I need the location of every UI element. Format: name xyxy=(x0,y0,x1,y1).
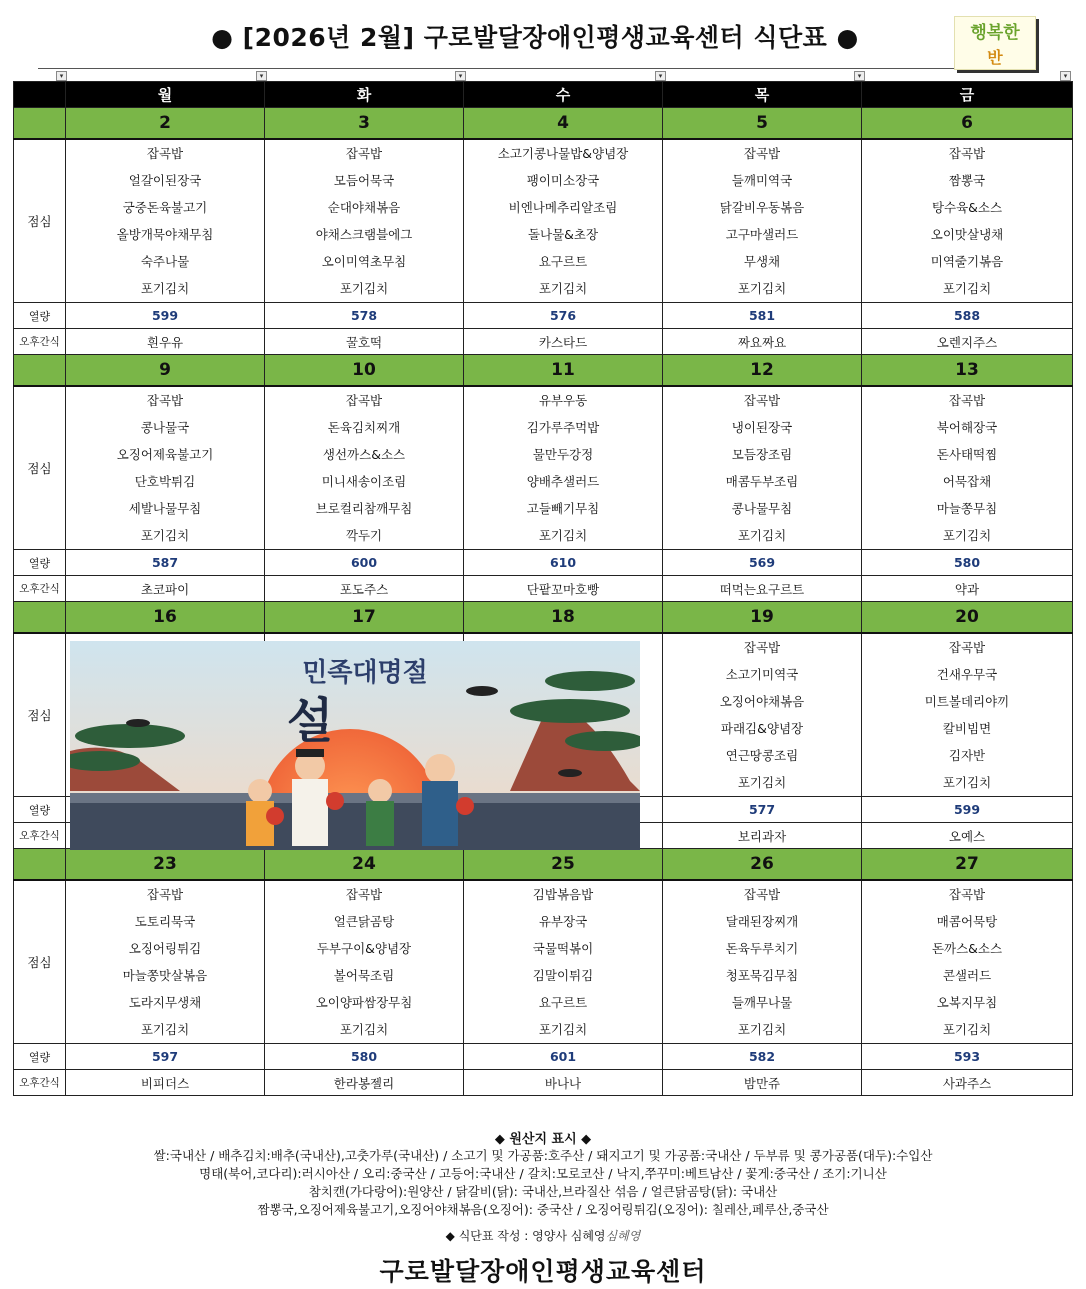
menu-item: 돈사태떡찜 xyxy=(936,447,998,462)
menu-item: 요구르트 xyxy=(538,995,588,1010)
menu-item: 김말이튀김 xyxy=(532,968,594,983)
day-header: 월 xyxy=(66,82,265,108)
date-cell: 5 xyxy=(663,108,862,140)
snack-value: 단팥꼬마호빵 xyxy=(464,576,663,602)
day-header: 금 xyxy=(862,82,1073,108)
menu-item: 돈까스&소스 xyxy=(931,941,1003,956)
snack-value: 바나나 xyxy=(464,1070,663,1096)
origin-line: 명태(북어,코다리):러시아산 / 오리:중국산 / 고등어:국내산 / 갈치:모로코산 / 낙지,쭈꾸미:베트남산 / 꽃게:중국산 / 조기:기니산 xyxy=(199,1166,887,1181)
menu-item: 포기김치 xyxy=(538,1022,588,1037)
snack-value: 카스타드 xyxy=(464,329,663,355)
snack-label: 오후간식 xyxy=(14,823,66,849)
author-text: ◆ 식단표 작성 : 영양사 심혜영 xyxy=(445,1229,606,1243)
menu-item: 소고기콩나물밥&양념장 xyxy=(497,146,629,161)
date-cell: 12 xyxy=(663,355,862,387)
menu-item: 모듬장조림 xyxy=(731,447,793,462)
menu-item: 김밥볶음밥 xyxy=(532,887,594,902)
menu-item: 포기김치 xyxy=(942,281,992,296)
lunch-menu-cell xyxy=(862,880,1073,1044)
calories-value: 587 xyxy=(66,550,265,576)
calories-value: 578 xyxy=(265,303,464,329)
date-cell: 9 xyxy=(66,355,265,387)
menu-item: 오징어제육불고기 xyxy=(116,447,214,462)
menu-item: 콘샐러드 xyxy=(942,968,992,983)
lunch-label: 점심 xyxy=(14,139,66,303)
menu-item: 포기김치 xyxy=(140,281,190,296)
menu-item: 탕수육&소스 xyxy=(931,200,1003,215)
filter-dropdown-icon[interactable]: ▾ xyxy=(256,71,267,81)
menu-item: 얼큰닭곰탕 xyxy=(333,914,395,929)
date-cell: 27 xyxy=(862,849,1073,881)
calories-label: 열량 xyxy=(14,797,66,823)
menu-item: 브로컬리참깨무침 xyxy=(315,501,413,516)
filter-dropdown-icon[interactable]: ▾ xyxy=(56,71,67,81)
menu-item: 마늘쫑맛살볶음 xyxy=(122,968,208,983)
menu-item: 북어해장국 xyxy=(936,420,998,435)
menu-item: 잡곡밥 xyxy=(743,146,781,161)
menu-item: 소고기미역국 xyxy=(725,667,799,682)
calories-value: 577 xyxy=(663,797,862,823)
filter-dropdown-icon[interactable]: ▾ xyxy=(655,71,666,81)
menu-item: 오이맛살냉채 xyxy=(930,227,1004,242)
date-cell: 23 xyxy=(66,849,265,881)
menu-item: 미트볼데리야끼 xyxy=(924,694,1010,709)
menu-item: 포기김치 xyxy=(737,1022,787,1037)
menu-item: 돌나물&초장 xyxy=(527,227,599,242)
center-name: 구로발달장애인평생교육센터 xyxy=(379,1257,707,1286)
origin-title: ◆ 원산지 표시 ◆ xyxy=(494,1132,592,1147)
menu-item: 도라지무생채 xyxy=(128,995,202,1010)
menu-item: 볼어묵조림 xyxy=(333,968,395,983)
lunch-menu-cell xyxy=(66,386,265,550)
menu-item: 포기김치 xyxy=(942,528,992,543)
snack-value: 약과 xyxy=(862,576,1073,602)
menu-item: 깍두기 xyxy=(345,528,383,543)
menu-item: 포기김치 xyxy=(538,528,588,543)
snack-value: 꿀호떡 xyxy=(265,329,464,355)
day-header: 화 xyxy=(265,82,464,108)
menu-item: 닭갈비우동볶음 xyxy=(719,200,805,215)
lunch-menu-cell xyxy=(265,386,464,550)
origin-line: 참치캔(가다랑어):원양산 / 닭갈비(닭): 국내산,브라질산 섞음 / 얼큰닭곰탕(닭): 국내산 xyxy=(308,1184,778,1199)
calories-value: 588 xyxy=(862,303,1073,329)
calories-value: 582 xyxy=(663,1044,862,1070)
date-cell: 2 xyxy=(66,108,265,140)
menu-item: 두부구이&양념장 xyxy=(316,941,412,956)
menu-item: 유부우동 xyxy=(538,393,588,408)
title-divider xyxy=(38,68,1038,69)
lunch-menu-cell xyxy=(464,139,663,303)
menu-item: 생선까스&소스 xyxy=(322,447,406,462)
date-cell: 3 xyxy=(265,108,464,140)
date-cell: 13 xyxy=(862,355,1073,387)
menu-item: 잡곡밥 xyxy=(345,146,383,161)
menu-item: 양배추샐러드 xyxy=(526,474,600,489)
lunch-label: 점심 xyxy=(14,386,66,550)
snack-value: 떠먹는요구르트 xyxy=(663,576,862,602)
date-cell: 26 xyxy=(663,849,862,881)
menu-item: 잡곡밥 xyxy=(948,640,986,655)
menu-item: 팽이미소장국 xyxy=(526,173,600,188)
menu-item: 요구르트 xyxy=(538,254,588,269)
lunch-menu-cell xyxy=(862,139,1073,303)
lunch-menu-cell xyxy=(663,139,862,303)
menu-item: 잡곡밥 xyxy=(146,887,184,902)
lunch-menu-cell xyxy=(862,633,1073,797)
header-corner-cell xyxy=(14,82,66,108)
snack-label: 오후간식 xyxy=(14,1070,66,1096)
menu-item: 잡곡밥 xyxy=(345,393,383,408)
menu-item: 단호박튀김 xyxy=(134,474,196,489)
logo-text-bottom: 반 xyxy=(987,48,1003,67)
logo-text-top: 행복한 xyxy=(970,23,1020,43)
menu-item: 무생채 xyxy=(743,254,781,269)
menu-item: 마늘쫑무침 xyxy=(936,501,998,516)
menu-item: 어묵잡채 xyxy=(942,474,992,489)
calories-value: 580 xyxy=(265,1044,464,1070)
day-header: 목 xyxy=(663,82,862,108)
snack-value: 짜요짜요 xyxy=(663,329,862,355)
date-row-label xyxy=(14,602,66,634)
menu-item: 칼비빔면 xyxy=(942,721,992,736)
filter-dropdown-icon[interactable]: ▾ xyxy=(455,71,466,81)
menu-item: 국물떡볶이 xyxy=(532,941,594,956)
menu-item: 건새우무국 xyxy=(936,667,998,682)
snack-value: 한라봉젤리 xyxy=(265,1070,464,1096)
date-cell: 25 xyxy=(464,849,663,881)
lunch-label: 점심 xyxy=(14,633,66,797)
menu-item: 포기김치 xyxy=(942,775,992,790)
menu-item: 궁중돈육불고기 xyxy=(122,200,208,215)
snack-label: 오후간식 xyxy=(14,329,66,355)
menu-item: 냉이된장국 xyxy=(731,420,793,435)
author-signature: 심혜영 xyxy=(605,1229,641,1243)
snack-label: 오후간식 xyxy=(14,576,66,602)
menu-item: 매콤두부조림 xyxy=(725,474,799,489)
author-line xyxy=(0,1227,1086,1244)
menu-item: 콩나물국 xyxy=(140,420,190,435)
holiday-title: 민족대명절 xyxy=(302,658,428,688)
menu-item: 콩나물무침 xyxy=(731,501,793,516)
menu-item: 고들빼기무침 xyxy=(526,501,600,516)
filter-dropdown-icon[interactable]: ▾ xyxy=(854,71,865,81)
menu-item: 달래된장찌개 xyxy=(725,914,799,929)
calories-value: 569 xyxy=(663,550,862,576)
menu-item: 짬뽕국 xyxy=(948,173,986,188)
menu-item: 오징어링튀김 xyxy=(128,941,202,956)
date-cell: 16 xyxy=(66,602,265,634)
date-cell: 18 xyxy=(464,602,663,634)
menu-item: 오이미역초무침 xyxy=(321,254,407,269)
lunch-menu-cell xyxy=(66,880,265,1044)
date-cell: 20 xyxy=(862,602,1073,634)
menu-item: 잡곡밥 xyxy=(948,393,986,408)
snack-value: 오예스 xyxy=(862,823,1073,849)
calories-value: 597 xyxy=(66,1044,265,1070)
menu-item: 오이양파쌈장무침 xyxy=(315,995,413,1010)
menu-item: 오복지무침 xyxy=(936,995,998,1010)
menu-item: 오징어야채볶음 xyxy=(719,694,805,709)
snack-value: 보리과자 xyxy=(663,823,862,849)
menu-item: 세발나물무침 xyxy=(128,501,202,516)
center-logo xyxy=(954,16,1036,70)
snack-value: 사과주스 xyxy=(862,1070,1073,1096)
menu-item: 물만두강정 xyxy=(532,447,594,462)
menu-item: 포기김치 xyxy=(942,1022,992,1037)
date-cell: 11 xyxy=(464,355,663,387)
menu-item: 잡곡밥 xyxy=(948,887,986,902)
calories-value: 599 xyxy=(862,797,1073,823)
calories-label: 열량 xyxy=(14,550,66,576)
menu-item: 고구마샐러드 xyxy=(725,227,799,242)
lunch-menu-cell xyxy=(862,386,1073,550)
menu-item: 잡곡밥 xyxy=(345,887,383,902)
menu-item: 미니새송이조림 xyxy=(321,474,407,489)
calories-value: 576 xyxy=(464,303,663,329)
origin-line: 쌀:국내산 / 배추김치:배추(국내산),고춧가루(국내산) / 소고기 및 가공품:호주산 / 돼지고기 및 가공품:국내산 / 두부류 및 콩가공품(대두):수입산 xyxy=(153,1148,933,1163)
snack-value: 포도주스 xyxy=(265,576,464,602)
lunch-menu-cell xyxy=(265,139,464,303)
menu-item: 돈육두루치기 xyxy=(725,941,799,956)
calories-value: 599 xyxy=(66,303,265,329)
menu-item: 잡곡밥 xyxy=(948,146,986,161)
lunch-menu-cell xyxy=(265,880,464,1044)
date-cell: 10 xyxy=(265,355,464,387)
holiday-banner xyxy=(70,641,640,850)
menu-item: 유부장국 xyxy=(538,914,588,929)
lunch-menu-cell xyxy=(464,386,663,550)
lunch-menu-cell xyxy=(663,880,862,1044)
lunch-menu-cell xyxy=(663,633,862,797)
date-cell: 24 xyxy=(265,849,464,881)
date-cell: 4 xyxy=(464,108,663,140)
menu-item: 비엔나메추리알조림 xyxy=(508,200,618,215)
lunch-menu-cell xyxy=(66,139,265,303)
lunch-menu-cell xyxy=(663,386,862,550)
menu-item: 포기김치 xyxy=(140,1022,190,1037)
menu-item: 순대야채볶음 xyxy=(327,200,401,215)
snack-value: 흰우유 xyxy=(66,329,265,355)
menu-item: 얼갈이된장국 xyxy=(128,173,202,188)
menu-item: 김가루주먹밥 xyxy=(526,420,600,435)
menu-item: 들깨무나물 xyxy=(731,995,793,1010)
menu-item: 포기김치 xyxy=(140,528,190,543)
date-cell: 17 xyxy=(265,602,464,634)
menu-item: 포기김치 xyxy=(339,1022,389,1037)
date-cell: 6 xyxy=(862,108,1073,140)
menu-item: 미역줄기볶음 xyxy=(930,254,1004,269)
menu-item: 돈육김치찌개 xyxy=(327,420,401,435)
calories-value: 580 xyxy=(862,550,1073,576)
holiday-big-text: 설 xyxy=(286,693,334,749)
origin-line: 짬뽕국,오징어제육불고기,오징어야채볶음(오징어): 중국산 / 오징어링튀김(오징어): 칠레산,페루산,중국산 xyxy=(257,1202,829,1217)
menu-item: 도토리묵국 xyxy=(134,914,196,929)
calories-value: 600 xyxy=(265,550,464,576)
page-title: ● [2026년 2월] 구로발달장애인평생교육센터 식단표 ● xyxy=(211,23,859,52)
menu-item: 잡곡밥 xyxy=(743,640,781,655)
snack-value: 밤만쥬 xyxy=(663,1070,862,1096)
filter-dropdown-icon[interactable]: ▾ xyxy=(1060,71,1071,81)
menu-item: 잡곡밥 xyxy=(743,393,781,408)
date-row-label xyxy=(14,355,66,387)
lunch-label: 점심 xyxy=(14,880,66,1044)
lunch-menu-cell xyxy=(464,880,663,1044)
date-row-label xyxy=(14,849,66,881)
menu-item: 김자반 xyxy=(948,748,986,763)
date-row-label xyxy=(14,108,66,140)
menu-item: 포기김치 xyxy=(339,281,389,296)
meal-plan-table xyxy=(13,81,1073,1096)
calories-value: 610 xyxy=(464,550,663,576)
menu-item: 매콤어묵탕 xyxy=(936,914,998,929)
menu-item: 야채스크램블에그 xyxy=(315,227,413,242)
menu-item: 포기김치 xyxy=(538,281,588,296)
date-cell: 19 xyxy=(663,602,862,634)
snack-value: 초코파이 xyxy=(66,576,265,602)
menu-item: 들깨미역국 xyxy=(731,173,793,188)
calories-value: 581 xyxy=(663,303,862,329)
menu-item: 잡곡밥 xyxy=(743,887,781,902)
menu-item: 포기김치 xyxy=(737,281,787,296)
menu-item: 숙주나물 xyxy=(140,254,190,269)
calories-value: 601 xyxy=(464,1044,663,1070)
snack-value: 오렌지주스 xyxy=(862,329,1073,355)
day-header: 수 xyxy=(464,82,663,108)
calories-label: 열량 xyxy=(14,1044,66,1070)
menu-item: 잡곡밥 xyxy=(146,146,184,161)
menu-item: 잡곡밥 xyxy=(146,393,184,408)
menu-item: 포기김치 xyxy=(737,775,787,790)
menu-item: 청포묵김무침 xyxy=(725,968,799,983)
menu-item: 연근땅콩조림 xyxy=(725,748,799,763)
calories-label: 열량 xyxy=(14,303,66,329)
menu-item: 파래김&양념장 xyxy=(720,721,804,736)
snack-value: 비피더스 xyxy=(66,1070,265,1096)
menu-item: 올방개묵야채무침 xyxy=(116,227,214,242)
calories-value: 593 xyxy=(862,1044,1073,1070)
menu-item: 모듬어묵국 xyxy=(333,173,395,188)
menu-item: 포기김치 xyxy=(737,528,787,543)
